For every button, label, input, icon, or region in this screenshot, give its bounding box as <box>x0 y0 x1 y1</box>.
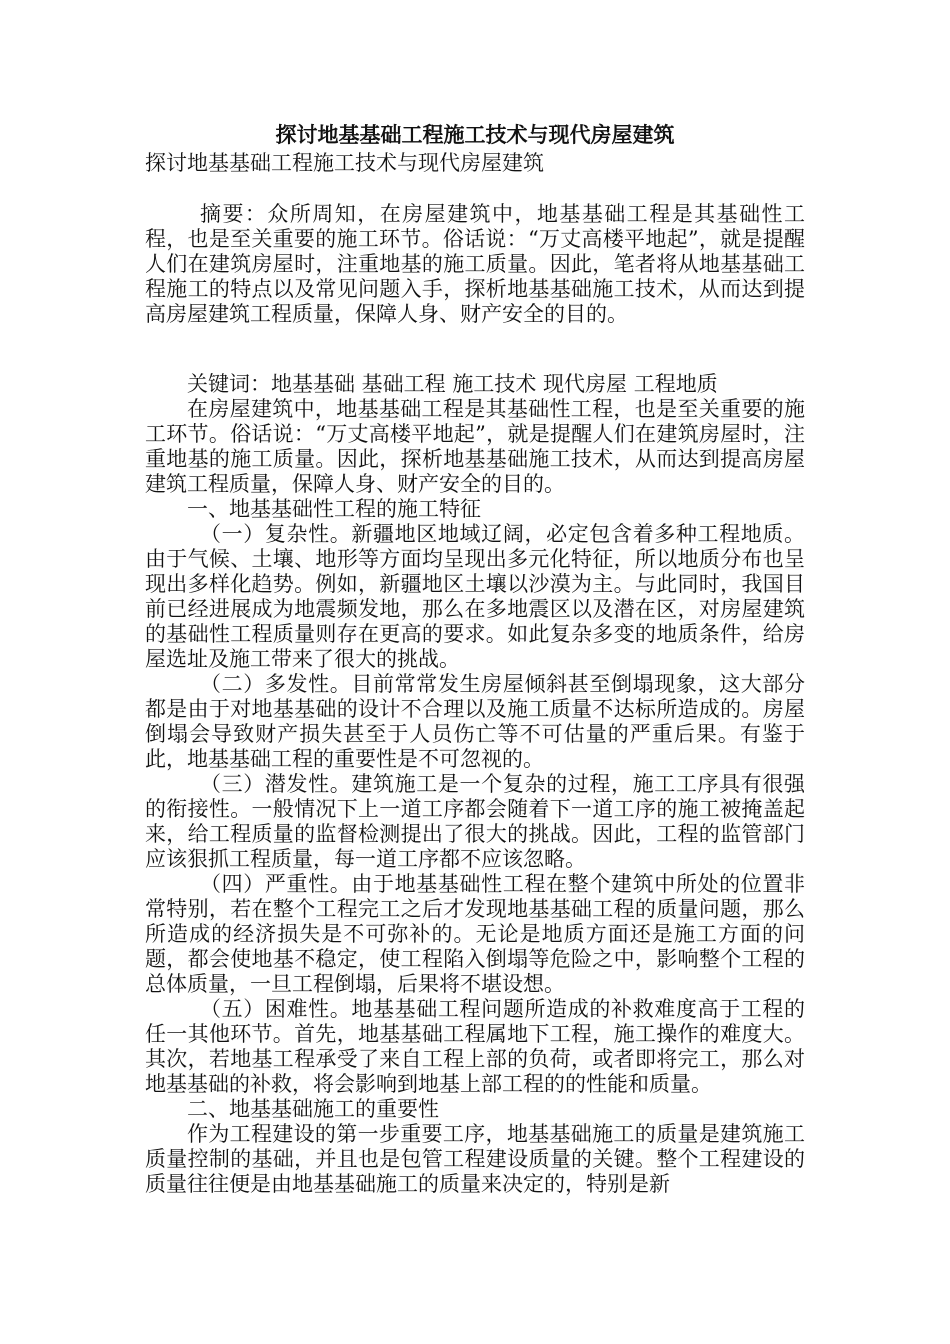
body-paragraph-complexity: （一）复杂性。新疆地区地域辽阔，必定包含着多种工程地质。由于气候、土壤、地形等方面均呈现出多元化特征，所以地质分布也呈现出多样化趋势。例如，新疆地区土壤以沙漠为主。与此同时，我国目前已经进展成为地震频发地，那么在多地震区以及潜在区，对房屋建筑的基础性工程质量则存在更高的要求。如此复杂多变的地质条件，给房屋选址及施工带来了很大的挑战。 <box>145 522 805 671</box>
section-heading-1: 一、地基基础性工程的施工特征 <box>187 497 481 521</box>
keywords-line: 关键词：地基基础 基础工程 施工技术 现代房屋 工程地质 <box>187 372 718 396</box>
body-paragraph-frequency: （二）多发性。目前常常发生房屋倾斜甚至倒塌现象，这大部分都是由于对地基基础的设计不合理以及施工质量不达标所造成的。房屋倒塌会导致财产损失甚至于人员伤亡等不可估量的严重后果。有鉴于此，地基基础工程的重要性是不可忽视的。 <box>145 672 805 771</box>
document-subtitle: 探讨地基基础工程施工技术与现代房屋建筑 <box>145 151 544 175</box>
section-heading-2: 二、地基基础施工的重要性 <box>187 1097 439 1121</box>
body-paragraph-severity: （四）严重性。由于地基基础性工程在整个建筑中所处的位置非常特别，若在整个工程完工之后才发现地基基础工程的质量问题，那么所造成的经济损失是不可弥补的。无论是地质方面还是施工方面的问题，都会使地基不稳定，使工程陷入倒塌等危险之中，影响整个工程的总体质量，一旦工程倒塌，后果将不堪设想。 <box>145 872 805 996</box>
body-paragraph-difficulty: （五）困难性。地基基础工程问题所造成的补救难度高于工程的任一其他环节。首先，地基基础工程属地下工程，施工操作的难度大。其次，若地基工程承受了来自工程上部的负荷，或者即将完工，那么对地基基础的补救，将会影响到地基上部工程的的性能和质量。 <box>145 997 805 1096</box>
body-paragraph-latency: （三）潜发性。建筑施工是一个复杂的过程，施工工序具有很强的衔接性。一般情况下上一道工序都会随着下一道工序的施工被掩盖起来，给工程质量的监督检测提出了很大的挑战。因此，工程的监管部门应该狠抓工程质量，每一道工序都不应该忽略。 <box>145 772 805 871</box>
body-paragraph-importance: 作为工程建设的第一步重要工序，地基基础施工的质量是建筑施工质量控制的基础，并且也是包管工程建设质量的关键。整个工程建设的质量往往便是由地基基础施工的质量来决定的，特别是新 <box>145 1122 805 1196</box>
document-title: 探讨地基基础工程施工技术与现代房屋建筑 <box>275 122 675 147</box>
intro-paragraph: 在房屋建筑中，地基基础工程是其基础性工程，也是至关重要的施工环节。俗话说：“万丈高楼平地起”，就是提醒人们在建筑房屋时，注重地基的施工质量。因此，探析地基基础施工技术，从而达到提高房屋建筑工程质量，保障人身、财产安全的目的。 <box>145 397 805 496</box>
abstract-paragraph: 摘要：众所周知，在房屋建筑中，地基基础工程是其基础性工程，也是至关重要的施工环节。俗话说：“万丈高楼平地起”，就是提醒人们在建筑房屋时，注重地基的施工质量。因此，笔者将从地基基础工程施工的特点以及常见问题入手，探析地基基础施工技术，从而达到提高房屋建筑工程质量，保障人身、财产安全的目的。 <box>145 202 805 326</box>
body-text <box>145 397 805 1197</box>
